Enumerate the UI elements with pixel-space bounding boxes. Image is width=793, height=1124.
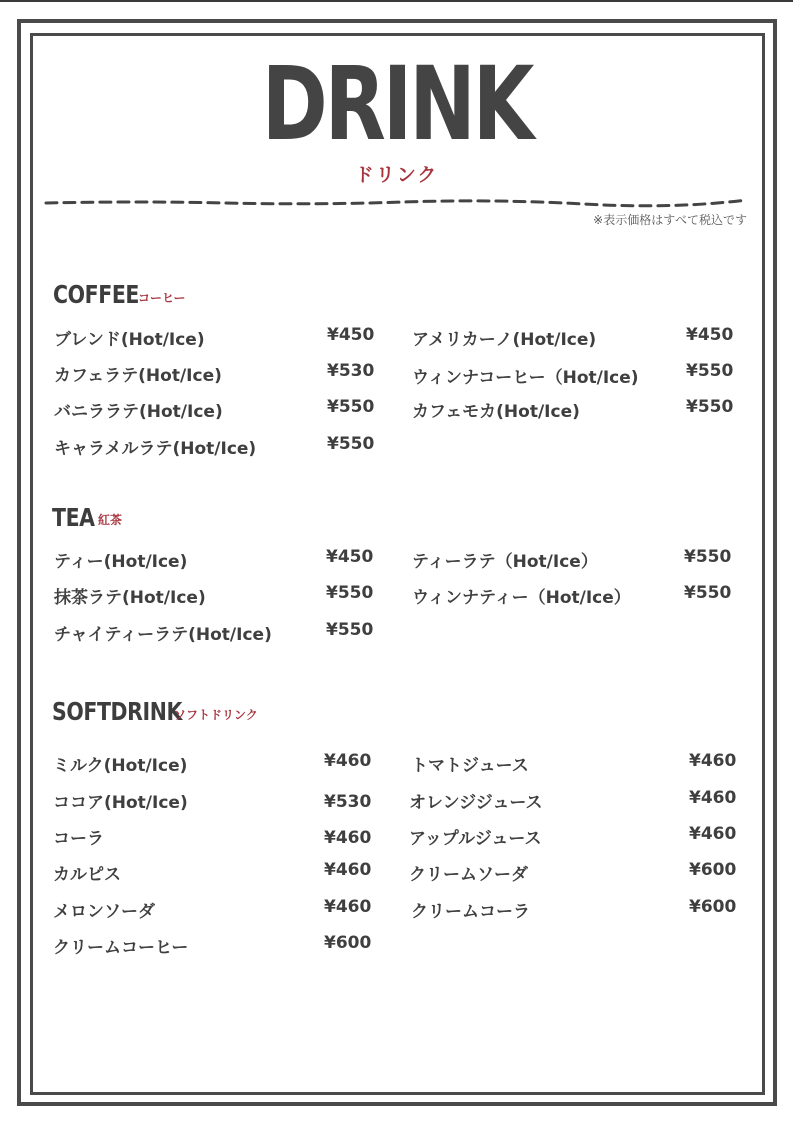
- menu-item-price: ¥460: [689, 751, 737, 771]
- section-title-softdrink: SOFTDRINK: [52, 697, 182, 726]
- menu-item-price: ¥600: [689, 897, 737, 917]
- tax-note: ※表示価格はすべて税込です: [593, 213, 747, 227]
- menu-item-name: キャラメルラテ(Hot/Ice): [54, 439, 257, 459]
- menu-item-price: ¥550: [686, 397, 734, 417]
- menu-item-name: アップルジュース: [409, 829, 542, 849]
- menu-item-name: オレンジジュース: [409, 793, 543, 813]
- menu-item-name: クリームコーヒー: [53, 938, 189, 958]
- section-subtitle-softdrink: ソフトドリンク: [174, 708, 258, 722]
- menu-item-name: カフェラテ(Hot/Ice): [54, 366, 222, 386]
- menu-item-price: ¥550: [327, 397, 375, 417]
- menu-item-price: ¥550: [686, 361, 734, 381]
- menu-item-price: ¥530: [324, 792, 372, 812]
- menu-item-name: ウィンナティー（Hot/Ice）: [412, 588, 631, 608]
- menu-item-price: ¥460: [324, 860, 372, 880]
- menu-item-name: バニララテ(Hot/Ice): [54, 402, 223, 422]
- section-title-tea: TEA: [52, 503, 95, 532]
- menu-item-price: ¥550: [326, 620, 374, 640]
- menu-item-name: ウィンナコーヒー（Hot/Ice): [412, 368, 639, 388]
- menu-item-price: ¥450: [326, 547, 374, 567]
- menu-item-name: 抹茶ラテ(Hot/Ice): [54, 588, 206, 608]
- menu-item-name: カルピス: [53, 865, 121, 885]
- menu-item-name: アメリカーノ(Hot/Ice): [412, 330, 597, 350]
- dashed-divider: [44, 196, 749, 210]
- menu-item-name: メロンソーダ: [53, 902, 155, 922]
- menu-item-name: カフェモカ(Hot/Ice): [412, 402, 580, 422]
- menu-item-price: ¥460: [689, 824, 737, 844]
- menu-item-price: ¥600: [324, 933, 372, 953]
- menu-item-price: ¥450: [686, 325, 734, 345]
- menu-item-price: ¥460: [324, 751, 372, 771]
- page-title: DRINK: [261, 45, 532, 164]
- menu-item-price: ¥550: [684, 583, 732, 603]
- menu-item-price: ¥550: [684, 547, 732, 567]
- menu-item-price: ¥460: [689, 788, 737, 808]
- menu-item-price: ¥460: [324, 897, 372, 917]
- menu-item-name: ティーラテ（Hot/Ice）: [412, 552, 598, 572]
- menu-item-name: クリームコーラ: [411, 902, 530, 922]
- section-subtitle-coffee: コーヒー: [138, 291, 186, 305]
- menu-item-name: ミルク(Hot/Ice): [53, 756, 188, 776]
- menu-item-price: ¥600: [689, 860, 737, 880]
- menu-item-name: コーラ: [53, 829, 104, 849]
- menu-item-name: トマトジュース: [411, 756, 529, 776]
- top-rule: [0, 0, 793, 2]
- menu-item-price: ¥550: [327, 434, 375, 454]
- menu-item-name: ココア(Hot/Ice): [53, 793, 188, 813]
- page-subtitle: ドリンク: [354, 164, 439, 186]
- menu-item-price: ¥550: [326, 583, 374, 603]
- menu-item-name: チャイティーラテ(Hot/Ice): [54, 625, 272, 645]
- section-title-coffee: COFFEE: [53, 280, 140, 309]
- menu-item-price: ¥460: [324, 828, 372, 848]
- section-subtitle-tea: 紅茶: [98, 513, 123, 527]
- menu-item-name: ブレンド(Hot/Ice): [54, 330, 205, 350]
- menu-item-name: ティー(Hot/Ice): [54, 552, 188, 572]
- menu-item-name: クリームソーダ: [409, 865, 528, 885]
- menu-item-price: ¥450: [327, 325, 375, 345]
- menu-item-price: ¥530: [327, 361, 375, 381]
